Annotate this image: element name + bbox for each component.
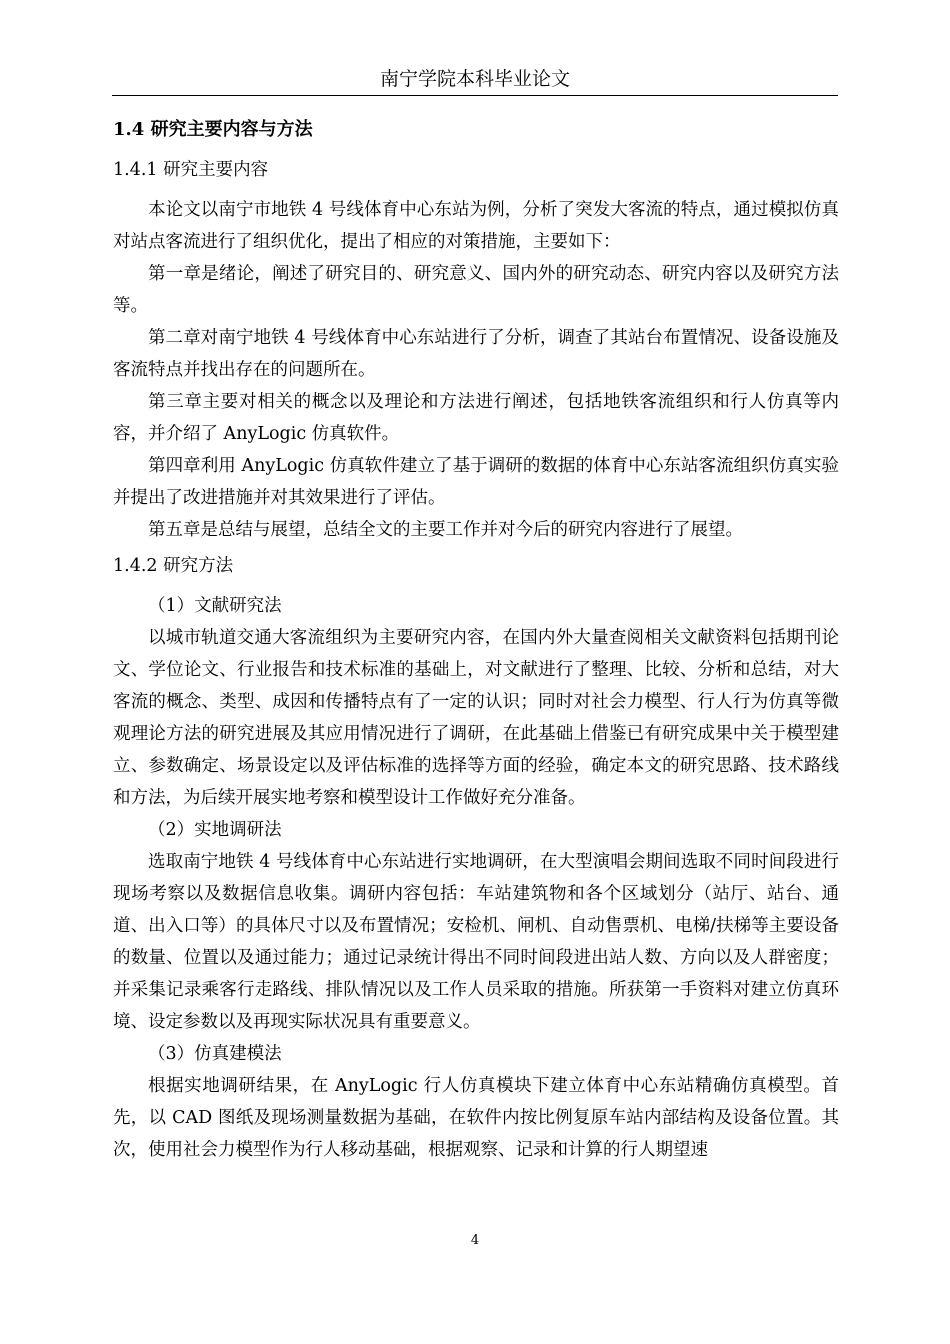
header-divider [112,95,838,96]
method-title: （1）文献研究法 [148,596,282,616]
method-paragraph: 根据实地调研结果，在 AnyLogic 行人仿真模块下建立体育中心东站精确仿真模型。首先，以 CAD 图纸及现场测量数据为基础，在软件内按比例复原车站内部结构及设备位置。其次，使用社会力模型作为行人移动基础，根据观察、记录和计算的行人期望速 [113,1076,839,1160]
subsection-heading-methods: 1.4.2 研究方法 [113,556,234,576]
method-paragraph: 选取南宁地铁 4 号线体育中心东站进行实地调研，在大型演唱会期间选取不同时间段进行现场考察以及数据信息收集。调研内容包括：车站建筑物和各个区域划分（站厅、站台、通道、出入口等）的具体尺寸以及布置情况；安检机、闸机、自动售票机、电梯/扶梯等主要设备的数量、位置以及通过能力；通过记录统计得出不同时间段进出站人数、方向以及人群密度；并采集记录乘客行走路线、排队情况以及工作人员采取的措施。所获第一手资料对建立仿真环境、设定参数以及再现实际状况具有重要意义。 [113,852,839,1032]
running-header: 南宁学院本科毕业论文 [379,68,570,90]
paragraph: 第四章利用 AnyLogic 仿真软件建立了基于调研的数据的体育中心东站客流组织仿真实验并提出了改进措施并对其效果进行了评估。 [113,456,839,508]
method-paragraph: 以城市轨道交通大客流组织为主要研究内容，在国内外大量查阅相关文献资料包括期刊论文、学位论文、行业报告和技术标准的基础上，对文献进行了整理、比较、分析和总结，对大客流的概念、类型、成因和传播特点有了一定的认识；同时对社会力模型、行人行为仿真等微观理论方法的研究进展及其应用情况进行了调研，在此基础上借鉴已有研究成果中关于模型建立、参数确定、场景设定以及评估标准的选择等方面的经验，确定本文的研究思路、技术路线和方法，为后续开展实地考察和模型设计工作做好充分准备。 [113,628,839,808]
paragraph: 本论文以南宁市地铁 4 号线体育中心东站为例，分析了突发大客流的特点，通过模拟仿真对站点客流进行了组织优化，提出了相应的对策措施，主要如下： [113,200,839,252]
section-heading: 1.4 研究主要内容与方法 [113,119,313,140]
paragraph: 第二章对南宁地铁 4 号线体育中心东站进行了分析，调查了其站台布置情况、设备设施及客流特点并找出存在的问题所在。 [113,328,839,380]
paragraph: 第五章是总结与展望，总结全文的主要工作并对今后的研究内容进行了展望。 [148,520,743,540]
paragraph: 第三章主要对相关的概念以及理论和方法进行阐述，包括地铁客流组织和行人仿真等内容，并介绍了 AnyLogic 仿真软件。 [113,392,839,444]
method-title: （2）实地调研法 [148,820,282,840]
paragraph: 第一章是绪论，阐述了研究目的、研究意义、国内外的研究动态、研究内容以及研究方法等。 [113,264,839,316]
subsection-heading-content: 1.4.1 研究主要内容 [113,160,269,180]
page-number: 4 [470,1233,480,1248]
method-title: （3）仿真建模法 [148,1044,282,1064]
page-body [113,114,839,1166]
